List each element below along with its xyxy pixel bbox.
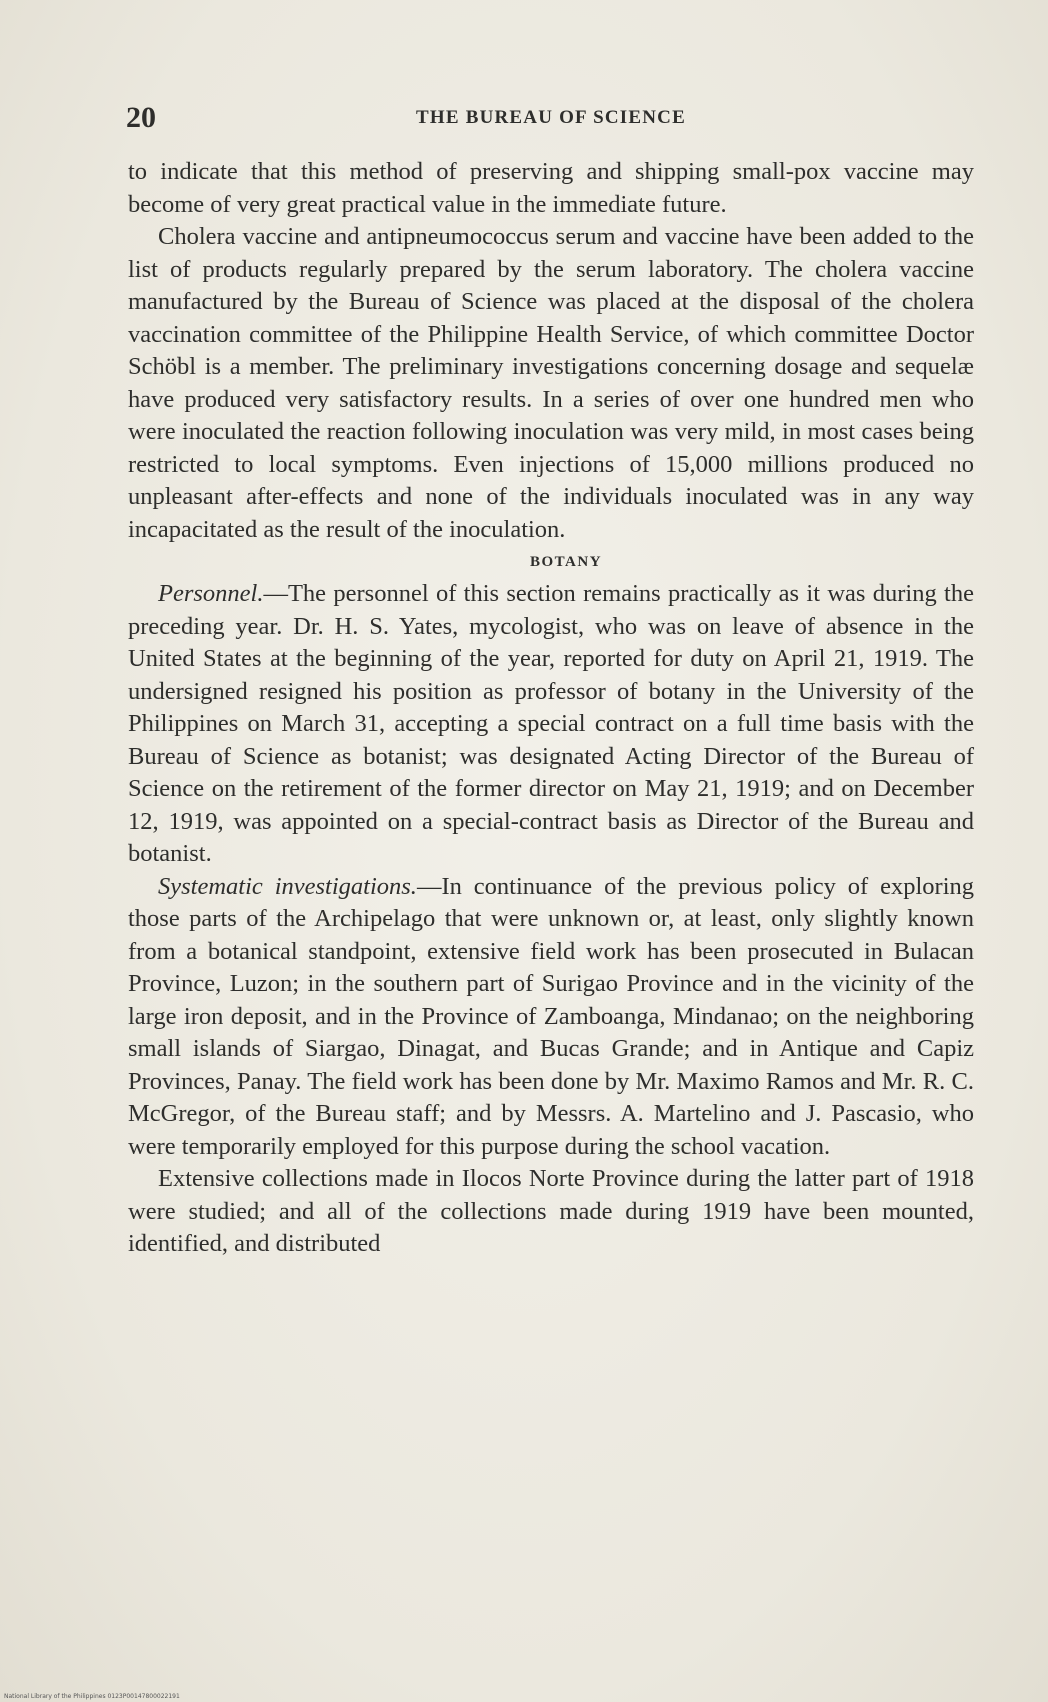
paragraph-cholera-vaccine: Cholera vaccine and antipneumococcus serum and vaccine have been added to the list of products regularly prepared by the serum laboratory. The cholera vaccine manufactured by the Bureau of Science was placed at the disposal of the cholera vaccination committee of the Philippine Health Service, of which committee Doctor Schöbl is a member. The preliminary investigations concerning dosage and sequelæ have produced very satisfactory results. In a series of over one hundred men who were inoculated the reaction following inoculation was very mild, in most cases being restricted to local symptoms. Even injections of 15,000 millions produced no unpleasant after-effects and none of the individuals inoculated was in any way incapacitated as the result of the inoculation. — [128, 223, 974, 543]
paragraph-systematic-investigations — [128, 871, 974, 1164]
scan-credit: National Library of the Philippines 0123P00147800022191 — [4, 1693, 180, 1700]
section-heading-botany: BOTANY — [529, 554, 603, 570]
paragraph-ilocos-collections: Extensive collections made in Ilocos Norte Province during the latter part of 1918 were studied; and all of the collections made during 1919 have been mounted, identified, and distributed — [128, 1165, 974, 1257]
body-text — [128, 156, 974, 1261]
page-number: 20 — [126, 101, 156, 134]
paragraph-personnel — [128, 578, 974, 871]
paragraph-systematic-investigations-text: —In continuance of the previous policy of exploring those parts of the Archipelago that were unknown or, at least, only slightly known from a botanical standpoint, extensive field work has been prosecuted in Bulacan Province, Luzon; in the southern part of Surigao Province and in the vicinity of the large iron deposit, and in the Province of Zamboanga, Mindanao; on the neighboring small islands of Siargao, Dinagat, and Bucas Grande; and in Antique and Capiz Provinces, Panay. The field work has been done by Mr. Maximo Ramos and Mr. R. C. McGregor, of the Bureau staff; and by Messrs. A. Martelino and J. Pascasio, who were temporarily employed for this purpose during the school vacation. — [128, 872, 974, 1160]
running-head: THE BUREAU OF SCIENCE — [416, 107, 686, 128]
paragraph-personnel-text: —The personnel of this section remains practically as it was during the preceding year. Dr. H. S. Yates, mycologist, who was on leave of absence in the United States at the beginning of the year, reported for duty on April 21, 1919. The undersigned resigned his position as professor of botany in the University of the Philippines on March 31, accepting a special contract on a full time basis with the Bureau of Science as botanist; was designated Acting Director of the Bureau of Science on the retirement of the former director on May 21, 1919; and on December 12, 1919, was appointed on a special-contract basis as Director of the Bureau and botanist. — [128, 580, 974, 867]
run-in-heading-personnel: Personnel. — [158, 580, 264, 607]
page-header — [126, 98, 976, 138]
paragraph-smallpox-continuation: to indicate that this method of preserving and shipping small-pox vaccine may become of very great practical value in the immediate future. — [128, 158, 974, 218]
run-in-heading-systematic-investigations: Systematic investigations. — [158, 872, 417, 900]
